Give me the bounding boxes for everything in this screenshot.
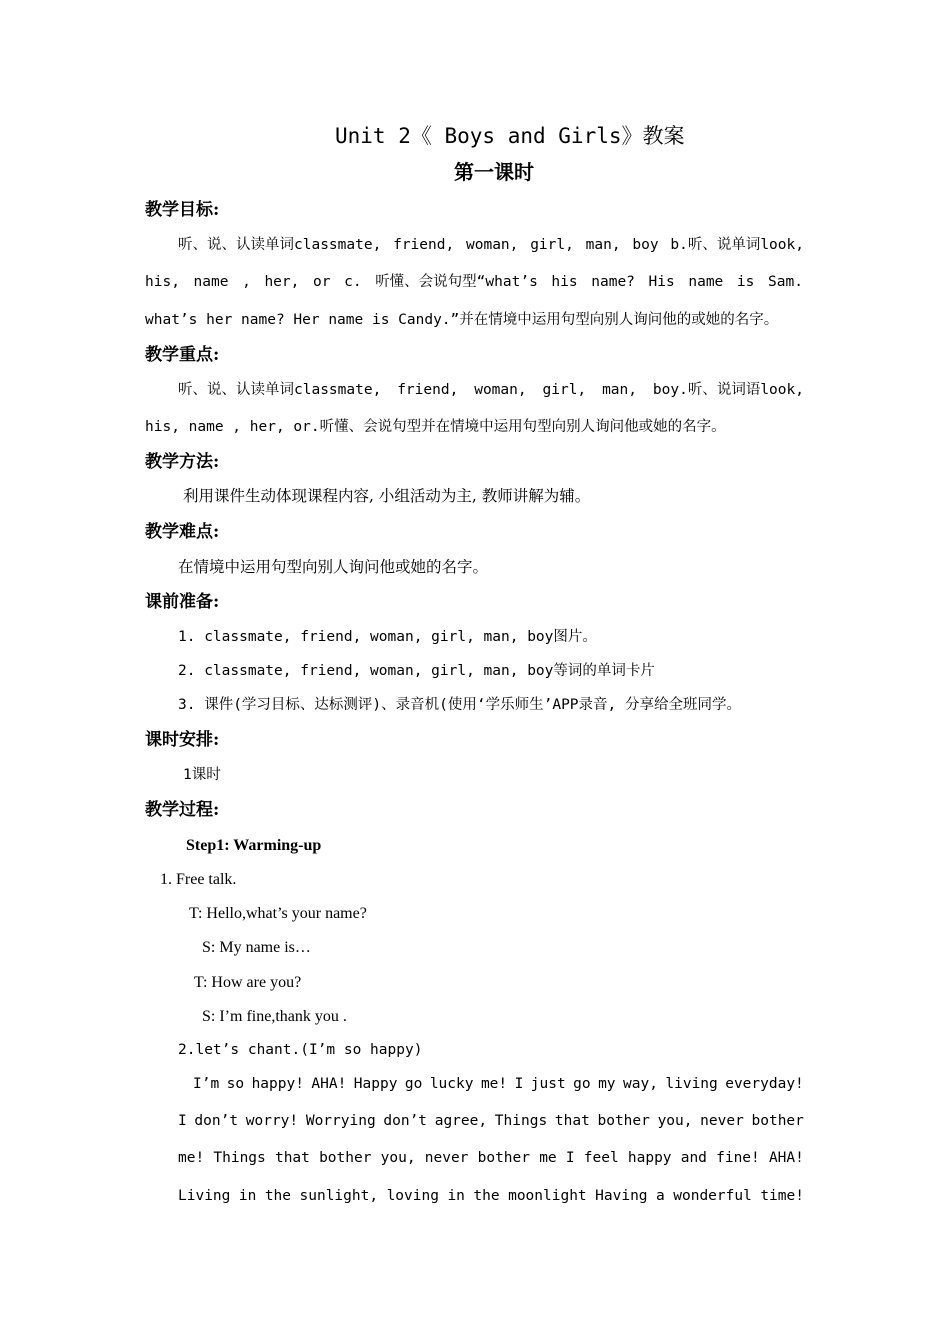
preparation-item-3: 3. 课件(学习目标、达标测评)、录音机(使用‘学乐师生’APP录音, 分享给全班同学。	[178, 697, 741, 713]
word: agree,	[434, 1113, 488, 1129]
word: woman,	[466, 237, 519, 253]
word: or	[313, 274, 331, 290]
word: me	[539, 1150, 557, 1166]
word: so	[226, 1076, 245, 1092]
dialog-line-2: S: My name is…	[202, 939, 311, 956]
free-talk-label: 1. Free talk.	[160, 871, 237, 888]
word: bother	[319, 1150, 372, 1166]
word: 听、说、认读单词classmate,	[178, 382, 382, 398]
word: never	[700, 1113, 744, 1129]
goals-heading: 教学目标:	[145, 200, 220, 220]
word: 听懂、会说句型“what’s	[375, 274, 538, 290]
word: happy	[627, 1150, 672, 1166]
word: Living	[178, 1188, 231, 1204]
key-points-line-2: his, name , her, or.听懂、会说句型并在情境中运用句型向别人询问他或她的名字。	[145, 419, 726, 435]
preparation-item-1: 1. classmate, friend, woman, girl, man, boy图片。	[178, 629, 597, 645]
word: loving	[386, 1188, 439, 1204]
word: don’t	[194, 1113, 239, 1129]
word: go	[404, 1076, 423, 1092]
word: 听、说、认读单词classmate,	[178, 237, 382, 253]
dialog-line-4: S: I’m fine,thank you .	[202, 1008, 347, 1025]
word: sunlight,	[299, 1188, 379, 1204]
word: I	[178, 1113, 187, 1129]
dialog-line-3: T: How are you?	[194, 974, 302, 991]
word: c.	[344, 274, 362, 290]
word: I	[514, 1076, 524, 1092]
word: Things	[213, 1150, 266, 1166]
word: AHA!	[768, 1150, 804, 1166]
document-title: Unit 2《 Boys and Girls》教案	[335, 124, 685, 148]
word: wonderful	[673, 1188, 752, 1204]
word: AHA!	[311, 1076, 347, 1092]
word: my	[598, 1076, 616, 1092]
word: me!	[178, 1150, 205, 1166]
word: is	[736, 274, 755, 290]
word: worry!	[245, 1113, 299, 1129]
word: and	[680, 1150, 707, 1166]
word: fine!	[716, 1150, 760, 1166]
word: don’t	[383, 1113, 428, 1129]
word: Things	[494, 1113, 548, 1129]
goals-line-2	[145, 275, 803, 290]
dialog-line-1: T: Hello,what’s your name?	[189, 905, 367, 922]
word: way,	[623, 1076, 658, 1092]
word: Sam.	[768, 274, 803, 290]
word: His	[648, 274, 675, 290]
word: name	[688, 274, 724, 290]
schedule-text: 1课时	[183, 767, 221, 783]
word: her,	[264, 274, 300, 290]
word: in	[238, 1188, 257, 1204]
word: Worrying	[305, 1113, 376, 1129]
chant-line-1	[193, 1077, 804, 1092]
word: Happy	[353, 1076, 398, 1092]
word: feel	[583, 1150, 619, 1166]
word: in	[447, 1188, 465, 1204]
word: that	[554, 1113, 590, 1129]
word: girl,	[542, 382, 587, 398]
word: the	[264, 1188, 292, 1204]
word: just	[530, 1076, 566, 1092]
schedule-heading: 课时安排:	[145, 730, 220, 750]
word: bother	[597, 1113, 650, 1129]
word: name	[193, 274, 229, 290]
chant-title: 2.let’s chant.(I’m so happy)	[178, 1042, 423, 1058]
word: lucky	[429, 1076, 474, 1092]
word: I’m	[193, 1076, 220, 1092]
word: everyday!	[725, 1076, 804, 1092]
step1-heading: Step1: Warming-up	[186, 837, 322, 854]
preparation-item-2: 2. classmate, friend, woman, girl, man, boy等词的单词卡片	[178, 663, 655, 679]
chant-line-2	[178, 1114, 804, 1129]
word: boy	[632, 237, 659, 253]
word: time!	[760, 1188, 804, 1204]
word: his	[551, 274, 578, 290]
word: friend,	[397, 382, 459, 398]
word: boy.听、说词语look,	[652, 382, 804, 398]
chant-line-4	[178, 1189, 804, 1204]
word: you,	[380, 1150, 416, 1166]
key-points-heading: 教学重点:	[145, 345, 220, 365]
word: girl,	[530, 237, 574, 253]
word: living	[665, 1076, 718, 1092]
word: I	[565, 1150, 575, 1166]
goals-line-1	[178, 238, 804, 253]
difficulties-text: 在情境中运用句型向别人询问他或她的名字。	[178, 558, 489, 576]
goals-line-3: what’s her name? Her name is Candy.”并在情境中运用句型向别人询问他的或她的名字。	[145, 312, 779, 328]
document-subtitle: 第一课时	[454, 160, 534, 184]
word: friend,	[393, 237, 455, 253]
word: the	[473, 1188, 500, 1204]
key-points-line-1	[178, 383, 804, 398]
word: never	[424, 1150, 469, 1166]
word: his,	[145, 274, 180, 290]
word: moonlight	[508, 1188, 587, 1204]
word: woman,	[474, 382, 527, 398]
preparation-heading: 课前准备:	[145, 592, 220, 612]
word: me!	[480, 1076, 508, 1092]
word: a	[656, 1188, 665, 1204]
word: bother	[477, 1150, 530, 1166]
word: name?	[591, 274, 635, 290]
methods-text: 利用课件生动体现课程内容, 小组活动为主, 教师讲解为辅。	[183, 487, 591, 505]
methods-heading: 教学方法:	[145, 452, 220, 472]
word: bother	[751, 1113, 804, 1129]
word: happy!	[251, 1076, 304, 1092]
word: that	[274, 1150, 310, 1166]
word: Having	[595, 1188, 648, 1204]
chant-line-3	[178, 1151, 804, 1166]
word: you,	[657, 1113, 693, 1129]
word: b.听、说单词look,	[670, 237, 804, 253]
word: man,	[585, 237, 621, 253]
difficulties-heading: 教学难点:	[145, 522, 220, 542]
word: go	[573, 1076, 591, 1092]
process-heading: 教学过程:	[145, 800, 220, 820]
word: man,	[602, 382, 637, 398]
word: ,	[242, 274, 251, 290]
